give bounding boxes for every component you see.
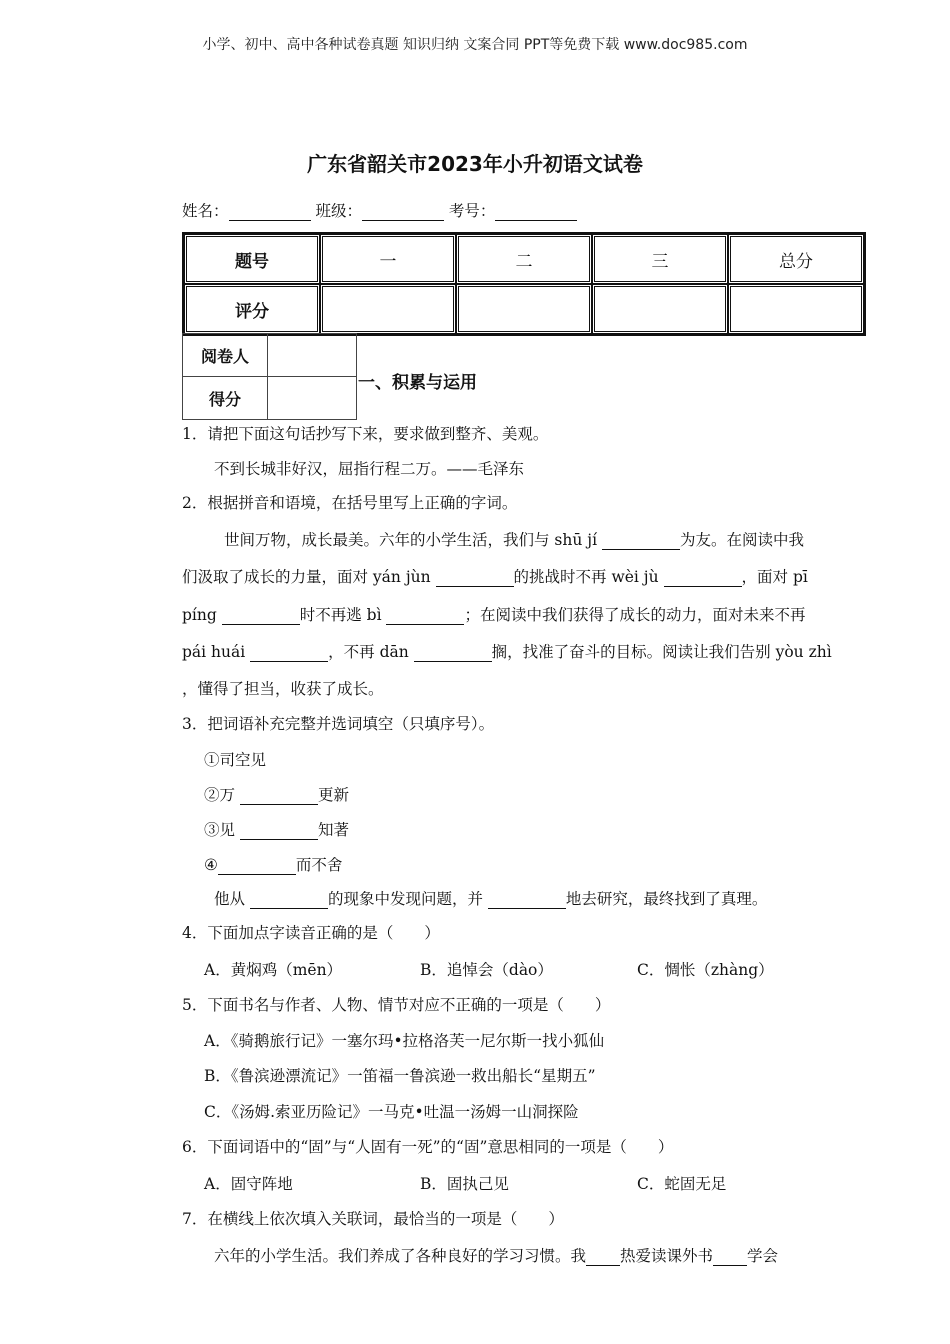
score-header-cell: 题号 (184, 234, 320, 284)
section-heading: 一、积累与运用 (358, 373, 477, 393)
number-label: 考号： (448, 202, 496, 220)
answer-blank[interactable] (713, 1249, 747, 1266)
q5-option-c[interactable]: C．《汤姆.索亚历险记》一马克•吐温一汤姆一山洞探险 (204, 1103, 579, 1121)
grader-score-label: 得分 (183, 377, 268, 420)
answer-blank[interactable] (414, 645, 492, 662)
page-header: 小学、初中、高中各种试卷真题 知识归纳 文案合同 PPT等免费下载 www.doc985.com (202, 37, 748, 53)
answer-blank[interactable] (240, 788, 318, 805)
q2-text: 时不再逃 bì (299, 606, 387, 624)
answer-blank[interactable] (386, 608, 464, 625)
q3-stem: 3．把词语补充完整并选词填空（只填序号）。 (182, 715, 495, 733)
q3-text: 的现象中发现问题，并 (327, 890, 488, 908)
exam-title: 广东省韶关市2023年小升初语文试卷 (307, 152, 643, 176)
q2-text: 搁，找准了奋斗的目标。阅读让我们告别 yòu zhì (491, 643, 832, 661)
q2-line (182, 567, 808, 587)
q7-stem: 7．在横线上依次填入关联词，最恰当的一项是（ ） (182, 1210, 564, 1228)
score-header-cell: 总分 (728, 234, 864, 284)
q6-option-b[interactable]: B．固执己见 (420, 1175, 509, 1193)
q2-text: pái huái (182, 643, 251, 661)
q3-text: 地去研究，最终找到了真理。 (565, 890, 768, 908)
q2-text: ；在阅读中我们获得了成长的动力，面对未来不再 (464, 606, 806, 624)
q2-text: ，面对 pī (741, 568, 808, 586)
answer-blank[interactable] (222, 608, 300, 625)
answer-blank[interactable] (602, 533, 680, 550)
class-blank[interactable] (362, 204, 444, 221)
q4-option-b[interactable]: B．追悼会（dào） (420, 961, 553, 979)
q7-text: 学会 (747, 1247, 779, 1265)
q3-text: 更新 (317, 786, 349, 804)
answer-blank[interactable] (664, 570, 742, 587)
q6-option-a[interactable]: A．固守阵地 (204, 1175, 293, 1193)
score-cell[interactable] (728, 284, 864, 334)
q2-line (182, 605, 805, 625)
student-info (182, 201, 577, 221)
name-blank[interactable] (229, 204, 311, 221)
q5-option-a[interactable]: A．《骑鹅旅行记》一塞尔玛•拉格洛芙一尼尔斯一找小狐仙 (204, 1032, 605, 1050)
q7-text: 热爱读课外书 (620, 1247, 714, 1265)
answer-blank[interactable] (436, 570, 514, 587)
name-label: 姓名： (182, 202, 229, 220)
q1-stem: 1．请把下面这句话抄写下来，要求做到整齐、美观。 (182, 425, 549, 443)
number-blank[interactable] (495, 204, 577, 221)
q3-text: ④ (204, 856, 218, 874)
q2-text: ，不再 dān (328, 643, 414, 661)
score-cell[interactable] (456, 284, 592, 334)
answer-blank[interactable] (250, 892, 328, 909)
q2-text: 世间万物，成长最美。六年的小学生活，我们与 shū jí (224, 531, 602, 549)
answer-blank[interactable] (586, 1249, 620, 1266)
q2-line (182, 642, 832, 662)
q3-text: 而不舍 (295, 856, 343, 874)
q4-option-c[interactable]: C．惆怅（zhàng） (637, 961, 774, 979)
q3-option (204, 785, 349, 805)
q2-text: 的挑战时不再 wèi jù (513, 568, 664, 586)
q6-stem: 6．下面词语中的“固”与“人固有一死”的“固”意思相同的一项是（ ） (182, 1138, 674, 1156)
q4-option-a[interactable]: A．黄焖鸡（mēn） (204, 961, 343, 979)
q2-text: 们汲取了成长的力量，面对 yán jùn (182, 568, 436, 586)
q2-text: 为友。在阅读中我 (679, 531, 804, 549)
score-table (182, 232, 866, 336)
score-cell[interactable] (320, 284, 456, 334)
q2-line (224, 530, 804, 550)
q7-sentence (214, 1246, 778, 1266)
answer-blank[interactable] (250, 645, 328, 662)
class-label: 班级： (315, 202, 362, 220)
reviewer-label: 阅卷人 (183, 334, 268, 377)
answer-blank[interactable] (488, 892, 566, 909)
q3-option (204, 855, 342, 875)
q3-option: ①司空见 (204, 751, 267, 769)
q1-quote: 不到长城非好汉，屈指行程二万。——毛泽东 (214, 460, 525, 478)
q2-text: píng (182, 606, 222, 624)
q2-stem: 2．根据拼音和语境，在括号里写上正确的字词。 (182, 494, 518, 512)
score-header-cell: 二 (456, 234, 592, 284)
q3-text: ③见 (204, 821, 240, 839)
grader-score-cell[interactable] (268, 377, 357, 420)
score-header-cell: 三 (592, 234, 728, 284)
q5-stem: 5．下面书名与作者、人物、情节对应不正确的一项是（ ） (182, 996, 611, 1014)
q3-text: ②万 (204, 786, 240, 804)
q4-stem: 4．下面加点字读音正确的是（ ） (182, 924, 440, 942)
q7-text: 六年的小学生活。我们养成了各种良好的学习习惯。我 (214, 1247, 587, 1265)
grader-box (182, 333, 357, 420)
q5-option-b[interactable]: B．《鲁滨逊漂流记》一笛福一鲁滨逊一救出船长“星期五” (204, 1067, 596, 1085)
q3-option (204, 820, 349, 840)
answer-blank[interactable] (218, 858, 296, 875)
score-row-label: 评分 (184, 284, 320, 334)
q3-text: 知著 (317, 821, 349, 839)
answer-blank[interactable] (240, 823, 318, 840)
reviewer-cell[interactable] (268, 334, 357, 377)
score-header-cell: 一 (320, 234, 456, 284)
score-table-header-row (184, 234, 864, 284)
q2-line: ，懂得了担当，收获了成长。 (182, 680, 384, 698)
score-cell[interactable] (592, 284, 728, 334)
q6-option-c[interactable]: C．蛇固无足 (637, 1175, 727, 1193)
q3-sentence (214, 889, 767, 909)
score-table-score-row (184, 284, 864, 334)
q3-text: 他从 (214, 890, 250, 908)
